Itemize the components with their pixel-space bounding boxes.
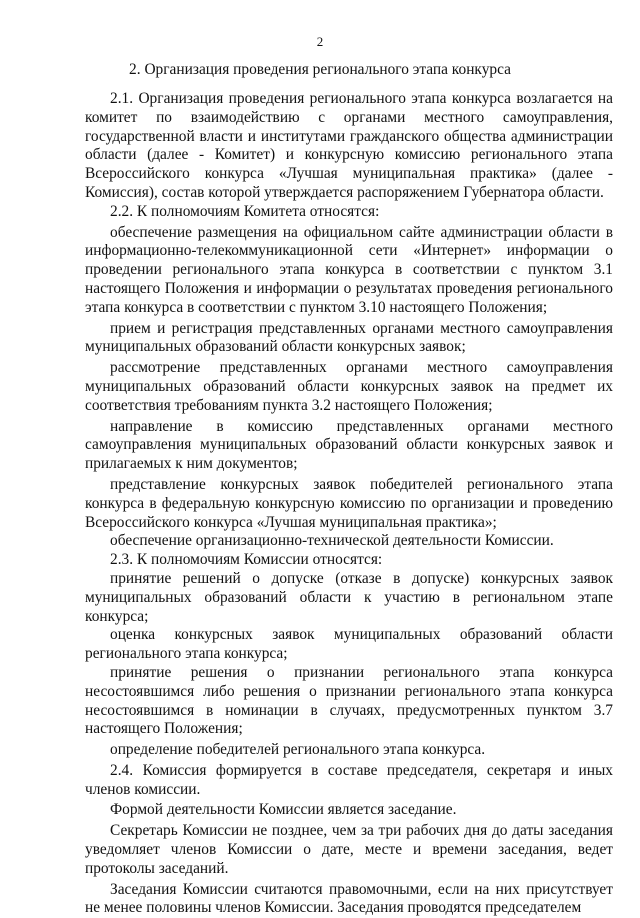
commission-duty-invalidation: принятие решения о признании регионального этапа конкурса несостоявшимся либо решения о признании регионального этапа конкурса несостоявшимся в номинации в случаях, предусмотренных пунктом 3.7 настоящего Положения; <box>85 663 613 738</box>
paragraph-2-4: 2.4. Комиссия формируется в составе председателя, секретаря и иных членов комиссии. <box>85 761 613 798</box>
commission-duty-winners: определение победителей регионального этапа конкурса. <box>110 741 486 759</box>
quorum-paragraph: Заседания Комиссии считаются правомочными, если на них присутствует не менее половины членов Комиссии. Заседания проводятся председателем <box>85 880 613 917</box>
committee-duty-publication: обеспечение размещения на официальном сайте администрации области в информационно-телекоммуникационной сети «Интернет» информации о проведении регионального этапа конкурса в соответствии с пунктом 3.1 настоящего Положения и информации о результатах проведения регионального этапа конкурса в соответствии с пунктом 3.10 настоящего Положения; <box>85 223 613 316</box>
committee-duty-review: рассмотрение представленных органами местного самоуправления муниципальных образований области конкурсных заявок на предмет их соответствия требованиям пункта 3.2 настоящего Положения; <box>85 359 613 414</box>
committee-duty-forwarding: направление в комиссию представленных органами местного самоуправления муниципальных образований области конкурсных заявок и прилагаемых к ним документов; <box>85 417 613 473</box>
page-number: 2 <box>316 34 324 49</box>
section-heading: 2. Организация проведения регионального этапа конкурса <box>129 61 511 78</box>
paragraph-2-3: 2.3. К полномочиям Комиссии относятся: <box>110 551 383 569</box>
paragraph-2-2: 2.2. К полномочиям Комитета относятся: <box>110 202 380 220</box>
committee-duty-registration: прием и регистрация представленных органами местного самоуправления муниципальных образований области конкурсных заявок; <box>85 319 613 356</box>
committee-duty-submission: представление конкурсных заявок победителей регионального этапа конкурса в федеральную конкурсную комиссию по организации и проведению Всероссийского конкурса «Лучшая муниципальная практика»; <box>85 475 613 531</box>
commission-duty-admission: принятие решений о допуске (отказе в допуске) конкурсных заявок муниципальных образований области к участию в региональном этапе конкурса; <box>85 569 613 625</box>
commission-duty-evaluation: оценка конкурсных заявок муниципальных образований области регионального этапа конкурса; <box>85 626 613 663</box>
document-body <box>85 90 613 918</box>
meeting-form-paragraph: Формой деятельности Комиссии является заседание. <box>110 801 457 819</box>
secretary-duties-paragraph: Секретарь Комиссии не позднее, чем за три рабочих дня до даты заседания уведомляет членов Комиссии о дате, месте и времени заседания, ведет протоколы заседаний. <box>85 822 613 877</box>
paragraph-2-1: 2.1. Организация проведения регионального этапа конкурса возлагается на комитет по взаимодействию с органами местного самоуправления, государственной власти и институтами гражданского общества администрации области (далее - Комитет) и конкурсную комиссию регионального этапа Всероссийского конкурса «Лучшая муниципальная практика» (далее - Комиссия), состав которой утверждается распоряжением Губернатора области. <box>85 90 613 201</box>
committee-duty-support: обеспечение организационно-технической деятельности Комиссии. <box>110 532 554 550</box>
